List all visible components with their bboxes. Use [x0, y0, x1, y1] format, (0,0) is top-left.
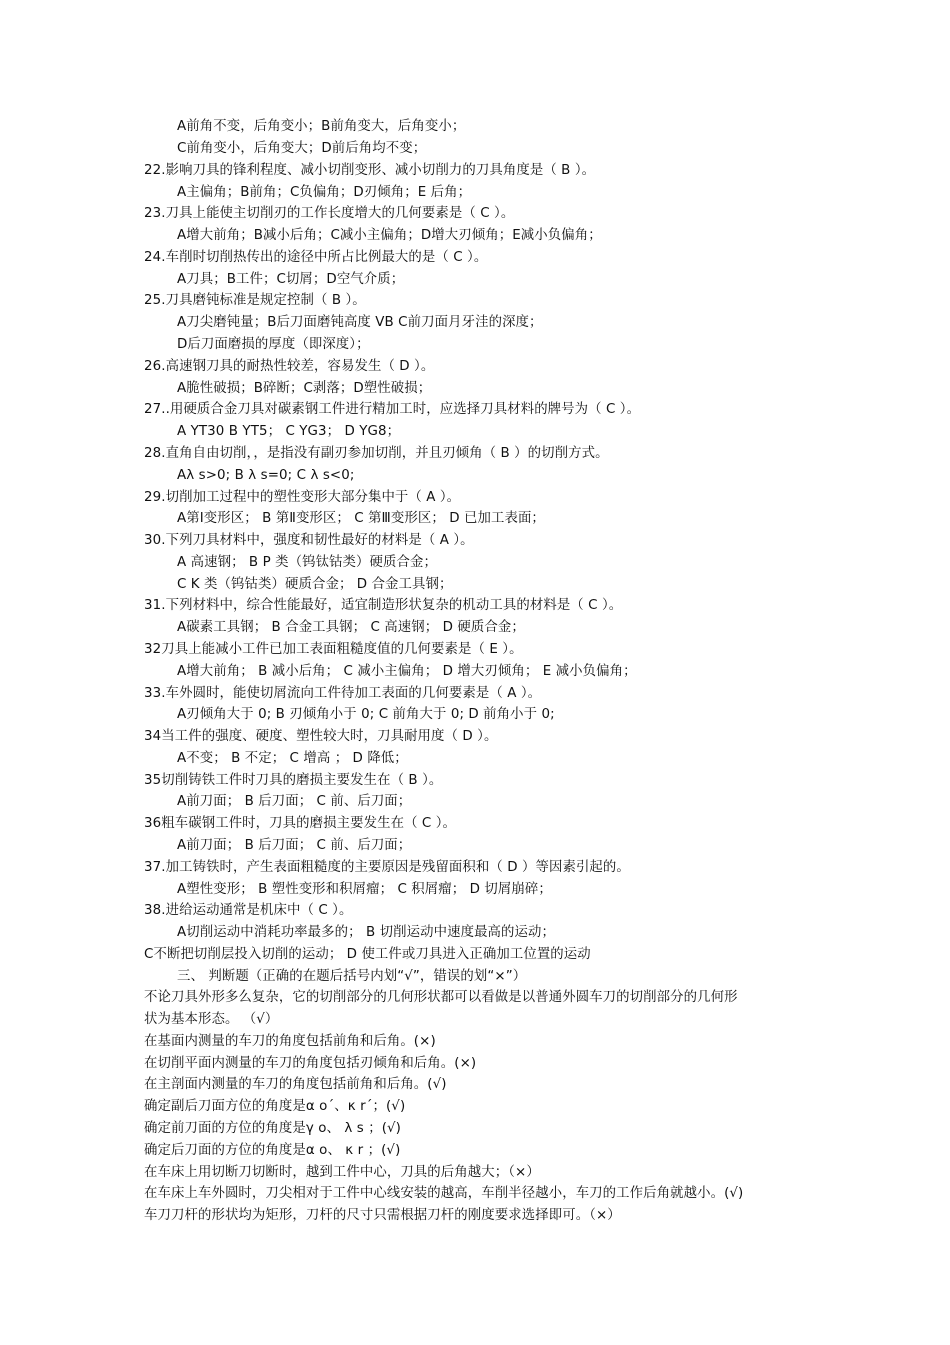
- question-line: 25.刀具磨钝标准是规定控制（ B ）。: [144, 293, 366, 308]
- section-heading: 三、 判断题（正确的在题后括号内划“√”，错误的划“×”）: [177, 969, 527, 984]
- text-line: C K 类（钨钴类）硬质合金； D 合金工具钢；: [177, 577, 453, 592]
- question-line: 22.影响刀具的锋利程度、减小切削变形、减小切削力的刀具角度是（ B ）。: [144, 163, 596, 178]
- question-line: 35切削铸铁工件时刀具的磨损主要发生在（ B ）。: [144, 773, 443, 788]
- judge-line: 在切削平面内测量的车刀的角度包括刃倾角和后角。(×): [144, 1056, 477, 1071]
- question-line: 24.车削时切削热传出的途径中所占比例最大的是（ C ）。: [144, 250, 488, 265]
- text-line: A碳素工具钢； B 合金工具钢； C 高速钢； D 硬质合金；: [177, 620, 525, 635]
- text-line: A第Ⅰ变形区； B 第Ⅱ变形区； C 第Ⅲ变形区； D 已加工表面；: [177, 511, 545, 526]
- text-line: A 高速钢； B P 类（钨钛钴类）硬质合金；: [177, 555, 437, 570]
- text-line: A主偏角；B前角；C负偏角；D刃倾角；E 后角；: [177, 185, 472, 200]
- question-line: 26.高速钢刀具的耐热性较差，容易发生（ D ）。: [144, 359, 435, 374]
- judge-line: 车刀刀杆的形状均为矩形，刀杆的尺寸只需根据刀杆的刚度要求选择即可。（×）: [144, 1208, 621, 1223]
- text-line: A YT30 B YT5； C YG3； D YG8；: [177, 424, 401, 439]
- question-line: 38.进给运动通常是机床中（ C ）。: [144, 903, 353, 918]
- text-line: A刀具；B工件；C切屑；D空气介质；: [177, 272, 405, 287]
- question-line: 36粗车碳钢工件时，刀具的磨损主要发生在（ C ）。: [144, 816, 457, 831]
- text-line: A前刀面； B 后刀面； C 前、后刀面；: [177, 838, 412, 853]
- question-line: 34当工件的强度、硬度、塑性较大时，刀具耐用度（ D ）。: [144, 729, 498, 744]
- judge-line: 不论刀具外形多么复杂，它的切削部分的几何形状都可以看做是以普通外圆车刀的切削部分的几何形: [144, 990, 738, 1005]
- judge-line: 在主剖面内测量的车刀的角度包括前角和后角。(√): [144, 1077, 447, 1092]
- text-line: A切削运动中消耗功率最多的； B 切削运动中速度最高的运动；: [177, 925, 556, 940]
- text-line: A刃倾角大于 0; B 刃倾角小于 0; C 前角大于 0; D 前角小于 0;: [177, 707, 555, 722]
- question-line: 23.刀具上能使主切削刃的工作长度增大的几何要素是（ C ）。: [144, 206, 515, 221]
- text-line: A刀尖磨钝量；B后刀面磨钝高度 VB C前刀面月牙洼的深度；: [177, 315, 543, 330]
- text-line: A脆性破损；B碎断；C剥落；D塑性破损；: [177, 381, 432, 396]
- question-line: 33.车外圆时，能使切屑流向工件待加工表面的几何要素是（ A ）。: [144, 686, 542, 701]
- text-line: A不变； B 不定； C 增高 ； D 降低；: [177, 751, 408, 766]
- judge-line: 在车床上用切断刀切断时，越到工件中心，刀具的后角越大；（×）: [144, 1165, 540, 1180]
- judge-line: 状为基本形态。 （√）: [144, 1012, 279, 1027]
- question-line: 32刀具上能减小工件已加工表面粗糙度值的几何要素是（ E ）。: [144, 642, 523, 657]
- text-line: A前刀面； B 后刀面； C 前、后刀面；: [177, 794, 412, 809]
- judge-line: 确定副后刀面方位的角度是α o´、κ r´；(√): [144, 1099, 406, 1114]
- judge-line: 在基面内测量的车刀的角度包括前角和后角。(×): [144, 1034, 436, 1049]
- judge-line: 确定前刀面的方位的角度是γ o、 λ s ；(√): [144, 1121, 401, 1136]
- question-line: 28.直角自由切削，，是指没有副刃参加切削，并且刃倾角（ B ）的切削方式。: [144, 446, 609, 461]
- text-line: C前角变小，后角变大；D前后角均不变；: [177, 141, 427, 156]
- text-line: D后刀面磨损的厚度（即深度）；: [177, 337, 370, 352]
- question-line: 27..用硬质合金刀具对碳素钢工件进行精加工时，应选择刀具材料的牌号为（ C ）。: [144, 402, 641, 417]
- text-line: A增大前角； B 减小后角； C 减小主偏角； D 增大刃倾角； E 减小负偏角；: [177, 664, 637, 679]
- text-line: A塑性变形； B 塑性变形和积屑瘤； C 积屑瘤； D 切屑崩碎；: [177, 882, 552, 897]
- text-line: Aλ s>0; B λ s=0; C λ s<0;: [177, 468, 355, 483]
- question-line: 31.下列材料中，综合性能最好，适宜制造形状复杂的机动工具的材料是（ C ）。: [144, 598, 623, 613]
- text-line: A前角不变，后角变小；B前角变大，后角变小；: [177, 119, 466, 134]
- question-line: C不断把切削层投入切削的运动； D 使工件或刀具进入正确加工位置的运动: [144, 947, 591, 962]
- text-line: A增大前角；B减小后角；C减小主偏角；D增大刃倾角；E减小负偏角；: [177, 228, 602, 243]
- question-line: 37.加工铸铁时，产生表面粗糙度的主要原因是残留面积和（ D ）等因素引起的。: [144, 860, 630, 875]
- judge-line: 在车床上车外圆时，刀尖相对于工件中心线安装的越高，车削半径越小，车刀的工作后角就越小。(√): [144, 1186, 744, 1201]
- question-line: 30.下列刀具材料中，强度和韧性最好的材料是（ A ）。: [144, 533, 474, 548]
- judge-line: 确定后刀面的方位的角度是α o、 κ r ；(√): [144, 1143, 401, 1158]
- question-line: 29.切削加工过程中的塑性变形大部分集中于（ A ）。: [144, 490, 461, 505]
